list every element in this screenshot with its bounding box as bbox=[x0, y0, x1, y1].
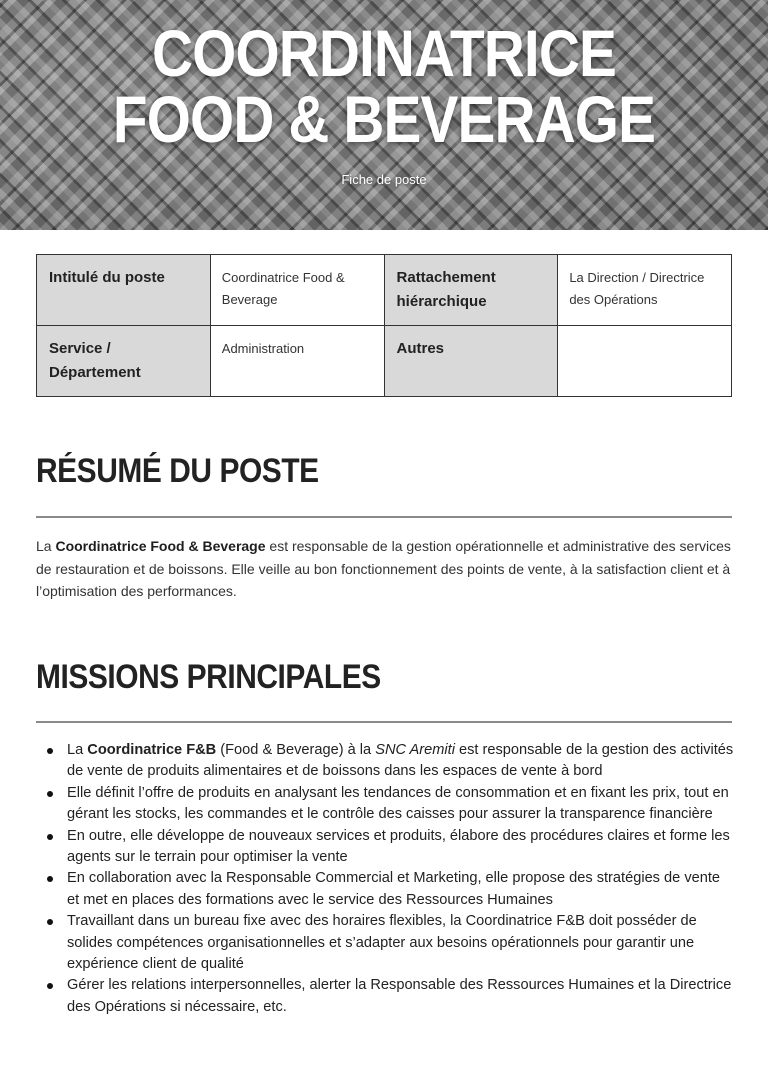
reporting-value: La Direction / Directrice des Opérations bbox=[558, 255, 732, 326]
other-label: Autres bbox=[384, 326, 558, 397]
mission-1-text-c: est responsable de la gestion des activités de vente de produits alimentaires et de boissons dans les espaces de vente à bord bbox=[67, 742, 734, 780]
reporting-label: Rattachement hiérarchique bbox=[384, 255, 558, 326]
department-value: Administration bbox=[210, 326, 384, 397]
job-info-table bbox=[36, 254, 732, 397]
job-title-label: Intitulé du poste bbox=[37, 255, 211, 326]
department-label: Service / Département bbox=[37, 326, 211, 397]
mission-1-italic: SNC Aremiti bbox=[375, 742, 455, 758]
missions-heading: MISSIONS PRINCIPALES bbox=[36, 658, 381, 696]
summary-divider bbox=[36, 516, 732, 518]
table-row bbox=[37, 326, 732, 397]
page-title-line2: FOOD & BEVERAGE bbox=[112, 82, 656, 156]
mission-1-bold: Coordinatrice F&B bbox=[87, 742, 217, 758]
summary-heading: RÉSUMÉ DU POSTE bbox=[36, 452, 319, 490]
page-title bbox=[54, 16, 714, 156]
table-row bbox=[37, 255, 732, 326]
job-title-value: Coordinatrice Food & Beverage bbox=[210, 255, 384, 326]
list-item bbox=[36, 740, 736, 783]
missions-list bbox=[36, 740, 736, 1018]
header-banner bbox=[0, 0, 768, 230]
list-item: En outre, elle développe de nouveaux services et produits, élabore des procédures claires et forme les agents sur le terrain pour optimiser la vente bbox=[36, 826, 736, 869]
list-item: Travaillant dans un bureau fixe avec des horaires flexibles, la Coordinatrice F&B doit posséder de solides compétences organisationnelles et s’adapter aux besoins opérationnels pour garantir une expérience client de qualité bbox=[36, 911, 736, 975]
summary-text-before: La bbox=[36, 538, 56, 554]
summary-paragraph bbox=[36, 535, 736, 603]
list-item: Elle définit l’offre de produits en analysant les tendances de consommation et en fixant les prix, tout en gérant les stocks, les commandes et le contrôle des caisses pour assurer la transparence financière bbox=[36, 783, 736, 826]
summary-text-bold: Coordinatrice Food & Beverage bbox=[55, 538, 266, 554]
page-subtitle: Fiche de poste bbox=[341, 172, 427, 187]
missions-divider bbox=[36, 721, 732, 723]
list-item: En collaboration avec la Responsable Commercial et Marketing, elle propose des stratégies de vente et met en places des formations avec le service des Ressources Humaines bbox=[36, 868, 736, 911]
mission-1-text-a: La bbox=[67, 742, 88, 758]
other-value bbox=[558, 326, 732, 397]
list-item: Gérer les relations interpersonnelles, alerter la Responsable des Ressources Humaines et la Directrice des Opérations si nécessaire, etc. bbox=[36, 975, 736, 1018]
page-title-line1: COORDINATRICE bbox=[152, 16, 616, 90]
summary-text-after: est responsable de la gestion opérationnelle et administrative des services de restauration et de boissons. Elle veille au bon fonctionnement des points de vente, à la satisfaction client et à l’optimisation des performances. bbox=[36, 538, 731, 599]
mission-1-text-b: (Food & Beverage) à la bbox=[216, 742, 376, 758]
